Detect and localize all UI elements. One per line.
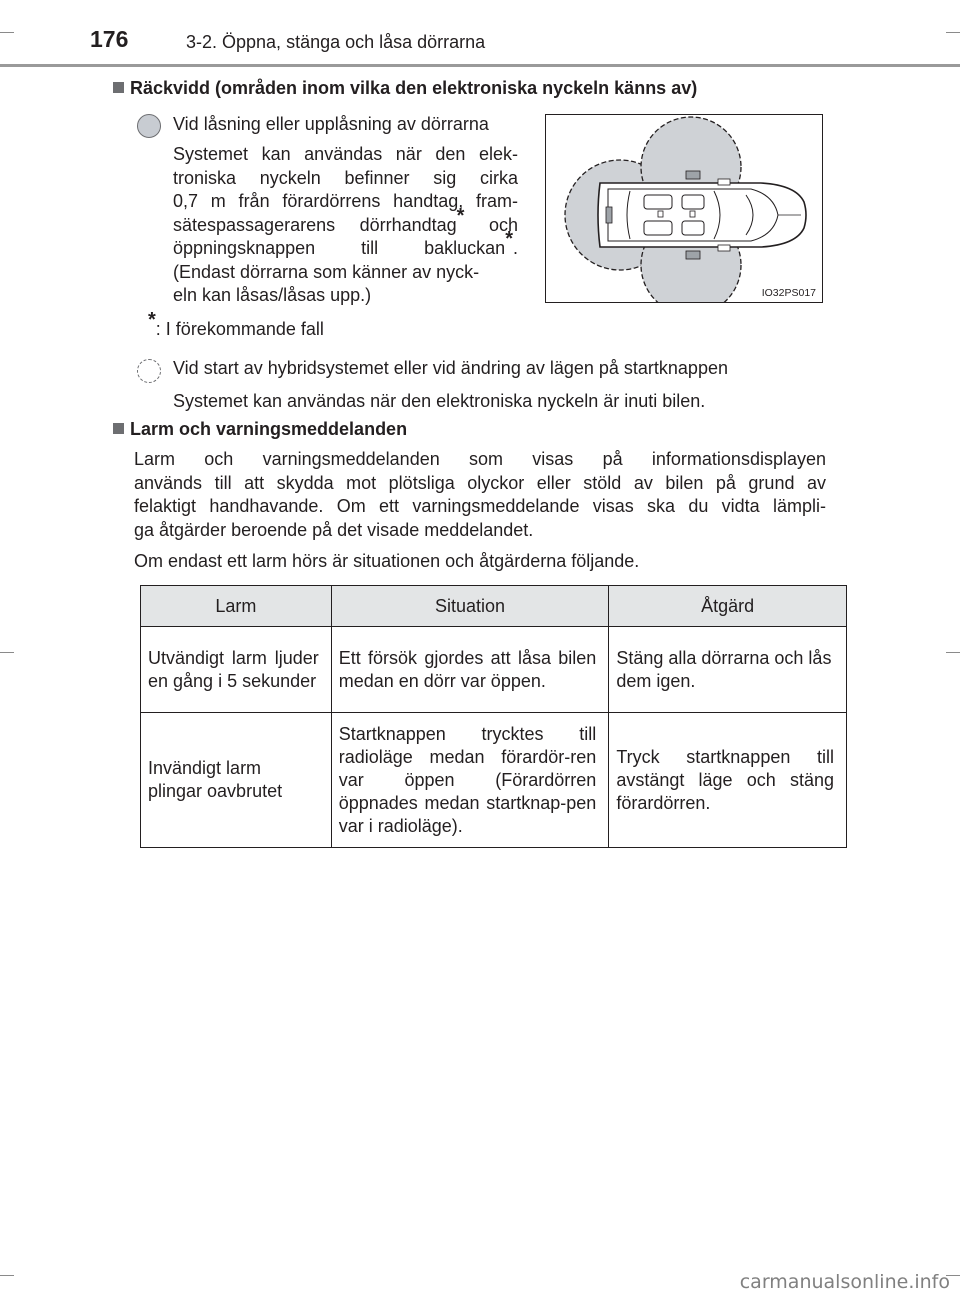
column-header-larm: Larm <box>141 586 332 627</box>
text-line: 0,7 m från förardörrens handtag, fram- <box>173 191 518 211</box>
footnote-asterisk: * <box>456 204 465 227</box>
crop-mark <box>0 652 14 653</box>
text-fragment: sätespassagerarens dörrhandtag <box>173 214 457 235</box>
alarm-heading-text: Larm och varningsmeddelanden <box>130 419 408 439</box>
key-range-figure <box>545 114 823 303</box>
header-divider <box>0 64 960 67</box>
crop-mark <box>0 1275 14 1276</box>
table-header-row <box>141 586 847 627</box>
text-line: Systemet kan användas när den elek- <box>173 144 518 164</box>
text-line: Larm och varningsmeddelanden som visas på informationsdisplayen <box>134 449 826 469</box>
text-fragment: . <box>512 238 518 258</box>
column-header-situation: Situation <box>331 586 609 627</box>
figure-code: IO32PS017 <box>761 287 816 299</box>
text-line: används till att skydda mot plötsliga olyckor eller stöld av bilen på grund av <box>134 472 826 493</box>
footnote-text: : I förekommande fall <box>155 319 324 339</box>
table-row <box>141 627 847 713</box>
table-cell: Utvändigt larm ljuder en gång i 5 sekunder <box>141 627 332 713</box>
text-fragment: och <box>464 214 518 235</box>
footnote <box>148 309 324 342</box>
lock-item-title: Vid låsning eller upplåsning av dörrarna <box>173 114 489 134</box>
crop-mark <box>0 32 14 33</box>
crop-mark <box>946 32 960 33</box>
text-line: ga åtgärder beroende på det visade meddelandet. <box>134 519 534 540</box>
lock-item-text <box>173 143 518 308</box>
footnote-asterisk: * <box>505 228 513 250</box>
alarm-intro: Om endast ett larm hörs är situationen och åtgärderna följande. <box>134 551 640 571</box>
start-item-text: Systemet kan användas när den elektroniska nyckeln är inuti bilen. <box>173 391 706 411</box>
table-cell: Startknappen trycktes till radioläge medan förardör-ren var öppen (Förardörren öppnades medan startknap-pen var i radioläge). <box>331 713 609 848</box>
range-heading-text: Räckvidd (områden inom vilka den elektroniska nyckeln känns av) <box>130 78 698 98</box>
car-icon <box>598 171 806 259</box>
table-cell: Ett försök gjordes att låsa bilen medan en dörr var öppen. <box>331 627 609 713</box>
alarm-paragraph <box>134 448 826 542</box>
crop-mark <box>946 652 960 653</box>
footnote-asterisk: * <box>148 309 156 331</box>
text-line: (Endast dörrarna som känner av nyck- <box>173 261 480 282</box>
text-line <box>173 204 518 238</box>
dashed-bubble-icon <box>137 359 161 383</box>
filled-bubble-icon <box>137 114 161 138</box>
start-item-title: Vid start av hybridsystemet eller vid ändring av lägen på startknappen <box>173 358 728 378</box>
bullet-square-icon <box>113 82 124 93</box>
column-header-atgard: Åtgärd <box>609 586 847 627</box>
range-heading <box>113 78 697 99</box>
car-top-view-diagram <box>546 115 822 302</box>
text-line: felaktigt handhavande. Om ett varningsmeddelande visas ska du vidta lämpli- <box>134 496 826 516</box>
page-number: 176 <box>90 26 129 52</box>
table-cell: Tryck startknappen till avstängt läge och stäng förardörren. <box>609 713 847 848</box>
table-row <box>141 713 847 848</box>
section-title: 3-2. Öppna, stänga och låsa dörrarna <box>186 32 486 52</box>
text-fragment: öppningsknappen till bakluckan <box>173 238 506 258</box>
table-cell: Invändigt larm plingar oavbrutet <box>141 713 332 848</box>
alarm-heading <box>113 419 407 440</box>
text-line: troniska nyckeln befinner sig cirka <box>173 167 518 188</box>
watermark: carmanualsonline.info <box>739 1271 950 1293</box>
bullet-square-icon <box>113 423 124 434</box>
text-line: eln kan låsas/låsas upp.) <box>173 285 372 305</box>
table-cell: Stäng alla dörrarna och lås dem igen. <box>609 627 847 713</box>
alarm-table <box>140 585 847 848</box>
text-line <box>173 228 518 261</box>
